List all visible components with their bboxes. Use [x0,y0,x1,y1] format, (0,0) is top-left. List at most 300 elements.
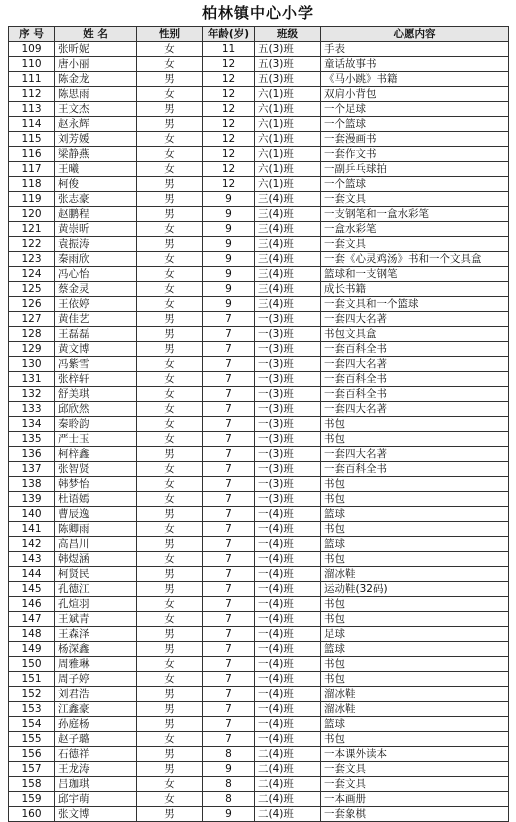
cell-age: 7 [203,657,255,672]
cell-name: 邱宇萌 [55,792,137,807]
cell-wish: 一本课外读本 [321,747,509,762]
cell-wish: 书包 [321,417,509,432]
cell-number: 119 [9,192,55,207]
cell-class: 六(1)班 [255,147,321,162]
header-name: 姓 名 [55,27,137,42]
cell-gender: 男 [137,207,203,222]
cell-gender: 男 [137,177,203,192]
cell-class: 一(4)班 [255,717,321,732]
table-row [9,717,509,732]
cell-wish: 双肩小背包 [321,87,509,102]
cell-age: 11 [203,42,255,57]
cell-name: 舒美琪 [55,387,137,402]
cell-age: 12 [203,132,255,147]
cell-age: 7 [203,537,255,552]
cell-class: 一(3)班 [255,372,321,387]
page-title: 柏林镇中心小学 [201,4,314,22]
cell-number: 123 [9,252,55,267]
cell-age: 7 [203,312,255,327]
cell-age: 7 [203,477,255,492]
cell-age: 8 [203,792,255,807]
cell-name: 王依婷 [55,297,137,312]
cell-gender: 男 [137,312,203,327]
header-class: 班级 [255,27,321,42]
cell-name: 冯心怡 [55,267,137,282]
table-row [9,687,509,702]
cell-class: 一(4)班 [255,687,321,702]
cell-age: 7 [203,342,255,357]
cell-name: 赵永辉 [55,117,137,132]
cell-class: 一(4)班 [255,627,321,642]
cell-name: 蔡金灵 [55,282,137,297]
cell-wish: 一套四大名著 [321,357,509,372]
cell-gender: 女 [137,357,203,372]
cell-age: 9 [203,207,255,222]
cell-age: 9 [203,297,255,312]
table-row [9,237,509,252]
cell-gender: 女 [137,417,203,432]
cell-class: 一(3)班 [255,342,321,357]
cell-gender: 女 [137,492,203,507]
table-row [9,807,509,822]
cell-gender: 女 [137,147,203,162]
cell-number: 151 [9,672,55,687]
cell-class: 三(4)班 [255,282,321,297]
cell-wish: 一个足球 [321,102,509,117]
cell-class: 六(1)班 [255,102,321,117]
cell-wish: 一个篮球 [321,177,509,192]
table-row [9,732,509,747]
table-row [9,612,509,627]
table-row [9,507,509,522]
cell-wish: 一套漫画书 [321,132,509,147]
table-row [9,417,509,432]
cell-wish: 书包 [321,477,509,492]
cell-wish: 书包 [321,612,509,627]
cell-wish: 书包 [321,432,509,447]
table-row [9,447,509,462]
cell-number: 138 [9,477,55,492]
cell-number: 153 [9,702,55,717]
cell-age: 7 [203,627,255,642]
cell-age: 7 [203,507,255,522]
cell-age: 12 [203,147,255,162]
table-row [9,777,509,792]
cell-wish: 书包 [321,672,509,687]
table-row [9,597,509,612]
cell-number: 121 [9,222,55,237]
table-row [9,642,509,657]
cell-class: 三(4)班 [255,237,321,252]
cell-gender: 女 [137,372,203,387]
cell-wish: 篮球 [321,537,509,552]
cell-age: 9 [203,192,255,207]
cell-gender: 男 [137,717,203,732]
cell-name: 唐小丽 [55,57,137,72]
cell-class: 一(3)班 [255,402,321,417]
cell-wish: 一副乒乓球拍 [321,162,509,177]
cell-name: 赵子璐 [55,732,137,747]
cell-class: 一(4)班 [255,582,321,597]
cell-name: 孙庭杨 [55,717,137,732]
cell-age: 7 [203,687,255,702]
cell-wish: 一支钢笔和一盒水彩笔 [321,207,509,222]
cell-age: 7 [203,717,255,732]
cell-gender: 女 [137,282,203,297]
cell-class: 六(1)班 [255,177,321,192]
cell-age: 8 [203,777,255,792]
cell-name: 刘芳媛 [55,132,137,147]
cell-name: 陈金龙 [55,72,137,87]
cell-wish: 足球 [321,627,509,642]
cell-class: 一(3)班 [255,417,321,432]
cell-wish: 一套作文书 [321,147,509,162]
cell-gender: 女 [137,462,203,477]
table-row [9,222,509,237]
table-row [9,147,509,162]
table-row [9,432,509,447]
table-row [9,177,509,192]
table-row [9,72,509,87]
cell-name: 张梓轩 [55,372,137,387]
cell-age: 7 [203,387,255,402]
table-row [9,87,509,102]
cell-class: 二(4)班 [255,747,321,762]
header-age: 年龄(岁) [203,27,255,42]
cell-name: 王斌青 [55,612,137,627]
cell-age: 7 [203,582,255,597]
cell-name: 冯紫雪 [55,357,137,372]
cell-class: 一(4)班 [255,567,321,582]
cell-wish: 一套百科全书 [321,372,509,387]
cell-name: 袁振涛 [55,237,137,252]
cell-class: 六(1)班 [255,132,321,147]
cell-number: 109 [9,42,55,57]
table-row [9,492,509,507]
cell-name: 周雅琳 [55,657,137,672]
table-row [9,42,509,57]
cell-name: 张智贤 [55,462,137,477]
cell-number: 156 [9,747,55,762]
cell-age: 7 [203,597,255,612]
cell-name: 杜语嫣 [55,492,137,507]
cell-class: 二(4)班 [255,762,321,777]
cell-number: 131 [9,372,55,387]
cell-age: 9 [203,267,255,282]
header-row [9,27,509,42]
cell-wish: 溜冰鞋 [321,687,509,702]
cell-number: 137 [9,462,55,477]
cell-gender: 女 [137,387,203,402]
cell-number: 146 [9,597,55,612]
table-row [9,387,509,402]
cell-number: 154 [9,717,55,732]
cell-class: 三(4)班 [255,252,321,267]
cell-class: 一(3)班 [255,477,321,492]
cell-age: 7 [203,567,255,582]
cell-number: 125 [9,282,55,297]
cell-number: 113 [9,102,55,117]
table-row [9,567,509,582]
cell-wish: 篮球 [321,507,509,522]
cell-class: 一(3)班 [255,492,321,507]
table-row [9,162,509,177]
cell-number: 148 [9,627,55,642]
table-row [9,297,509,312]
cell-number: 133 [9,402,55,417]
cell-number: 160 [9,807,55,822]
cell-wish: 手表 [321,42,509,57]
cell-number: 155 [9,732,55,747]
table-row [9,102,509,117]
cell-number: 128 [9,327,55,342]
cell-name: 秦聆韵 [55,417,137,432]
cell-gender: 女 [137,252,203,267]
cell-wish: 一套四大名著 [321,447,509,462]
cell-wish: 书包文具盒 [321,327,509,342]
cell-wish: 运动鞋(32码) [321,582,509,597]
cell-gender: 女 [137,402,203,417]
cell-age: 7 [203,642,255,657]
cell-age: 12 [203,72,255,87]
cell-class: 二(4)班 [255,792,321,807]
cell-age: 12 [203,102,255,117]
cell-gender: 女 [137,57,203,72]
cell-wish: 篮球 [321,642,509,657]
table-row [9,462,509,477]
table-row [9,372,509,387]
table-row [9,672,509,687]
cell-name: 韩煜涵 [55,552,137,567]
cell-number: 111 [9,72,55,87]
cell-gender: 女 [137,222,203,237]
cell-age: 12 [203,57,255,72]
cell-age: 7 [203,702,255,717]
cell-name: 陈卿雨 [55,522,137,537]
table-row [9,57,509,72]
cell-gender: 男 [137,447,203,462]
cell-wish: 成长书籍 [321,282,509,297]
cell-age: 9 [203,222,255,237]
table-row [9,192,509,207]
cell-wish: 一套象棋 [321,807,509,822]
cell-name: 王曦 [55,162,137,177]
cell-gender: 女 [137,792,203,807]
cell-number: 114 [9,117,55,132]
cell-class: 三(4)班 [255,267,321,282]
table-row [9,792,509,807]
table-row [9,402,509,417]
cell-age: 7 [203,612,255,627]
cell-wish: 一套《心灵鸡汤》书和一个文具盒 [321,252,509,267]
cell-number: 141 [9,522,55,537]
cell-wish: 一套四大名著 [321,402,509,417]
cell-wish: 一套文具 [321,762,509,777]
cell-age: 12 [203,87,255,102]
cell-name: 杨深鑫 [55,642,137,657]
cell-class: 一(4)班 [255,552,321,567]
cell-class: 一(4)班 [255,732,321,747]
cell-gender: 女 [137,477,203,492]
cell-gender: 男 [137,537,203,552]
cell-class: 六(1)班 [255,117,321,132]
cell-class: 六(1)班 [255,87,321,102]
cell-gender: 男 [137,582,203,597]
cell-class: 五(3)班 [255,42,321,57]
cell-age: 12 [203,117,255,132]
cell-wish: 一套文具和一个篮球 [321,297,509,312]
cell-number: 147 [9,612,55,627]
table-row [9,282,509,297]
header-number: 序 号 [9,27,55,42]
cell-class: 一(3)班 [255,462,321,477]
cell-age: 8 [203,747,255,762]
table-row [9,252,509,267]
cell-wish: 一套文具 [321,192,509,207]
cell-class: 一(3)班 [255,357,321,372]
cell-name: 黄崇昕 [55,222,137,237]
cell-gender: 女 [137,597,203,612]
cell-number: 142 [9,537,55,552]
cell-name: 王文杰 [55,102,137,117]
cell-wish: 一套文具 [321,237,509,252]
cell-class: 一(4)班 [255,672,321,687]
table-row [9,312,509,327]
cell-wish: 一套文具 [321,777,509,792]
header-wish: 心愿内容 [321,27,509,42]
cell-gender: 女 [137,87,203,102]
table-row [9,657,509,672]
cell-number: 157 [9,762,55,777]
cell-age: 7 [203,327,255,342]
cell-gender: 女 [137,657,203,672]
cell-class: 三(4)班 [255,222,321,237]
table-row [9,357,509,372]
cell-class: 一(3)班 [255,432,321,447]
cell-wish: 童话故事书 [321,57,509,72]
cell-name: 孔煊羽 [55,597,137,612]
cell-age: 9 [203,282,255,297]
cell-age: 7 [203,492,255,507]
cell-gender: 女 [137,162,203,177]
cell-name: 黄文博 [55,342,137,357]
cell-gender: 女 [137,732,203,747]
cell-age: 7 [203,447,255,462]
cell-gender: 女 [137,42,203,57]
cell-gender: 男 [137,762,203,777]
cell-number: 120 [9,207,55,222]
cell-age: 9 [203,237,255,252]
cell-number: 126 [9,297,55,312]
cell-name: 曹辰逸 [55,507,137,522]
cell-class: 三(4)班 [255,297,321,312]
cell-class: 一(3)班 [255,387,321,402]
cell-age: 7 [203,357,255,372]
table-row [9,762,509,777]
cell-number: 152 [9,687,55,702]
cell-wish: 一个篮球 [321,117,509,132]
cell-name: 黄佳艺 [55,312,137,327]
cell-class: 一(3)班 [255,447,321,462]
cell-gender: 男 [137,237,203,252]
cell-name: 江鑫豪 [55,702,137,717]
cell-number: 122 [9,237,55,252]
table-row [9,267,509,282]
cell-gender: 男 [137,102,203,117]
cell-age: 7 [203,732,255,747]
cell-class: 五(3)班 [255,57,321,72]
cell-gender: 男 [137,627,203,642]
cell-name: 张昕妮 [55,42,137,57]
cell-number: 149 [9,642,55,657]
cell-gender: 女 [137,522,203,537]
cell-name: 张志豪 [55,192,137,207]
cell-number: 134 [9,417,55,432]
cell-class: 三(4)班 [255,207,321,222]
cell-number: 132 [9,387,55,402]
cell-class: 一(4)班 [255,537,321,552]
cell-name: 韩梦怡 [55,477,137,492]
cell-wish: 一本画册 [321,792,509,807]
cell-number: 140 [9,507,55,522]
cell-number: 136 [9,447,55,462]
cell-gender: 女 [137,612,203,627]
cell-number: 112 [9,87,55,102]
cell-name: 陈思雨 [55,87,137,102]
cell-name: 石德祥 [55,747,137,762]
cell-class: 二(4)班 [255,807,321,822]
table-row [9,747,509,762]
cell-name: 严士玉 [55,432,137,447]
cell-wish: 一套四大名著 [321,312,509,327]
cell-class: 五(3)班 [255,72,321,87]
cell-class: 一(4)班 [255,612,321,627]
cell-number: 117 [9,162,55,177]
cell-gender: 男 [137,807,203,822]
table-row [9,477,509,492]
cell-gender: 女 [137,267,203,282]
table-row [9,327,509,342]
cell-age: 9 [203,762,255,777]
cell-name: 梁静燕 [55,147,137,162]
cell-name: 王龙涛 [55,762,137,777]
table-row [9,537,509,552]
cell-age: 7 [203,402,255,417]
cell-class: 二(4)班 [255,777,321,792]
cell-class: 一(4)班 [255,507,321,522]
cell-gender: 男 [137,327,203,342]
cell-gender: 女 [137,432,203,447]
table-row [9,132,509,147]
cell-class: 一(4)班 [255,597,321,612]
table-row [9,582,509,597]
cell-number: 116 [9,147,55,162]
cell-name: 柯贤民 [55,567,137,582]
cell-number: 110 [9,57,55,72]
cell-age: 7 [203,672,255,687]
cell-name: 柯俊 [55,177,137,192]
cell-class: 六(1)班 [255,162,321,177]
table-row [9,207,509,222]
cell-number: 139 [9,492,55,507]
cell-wish: 一套百科全书 [321,387,509,402]
cell-gender: 男 [137,642,203,657]
cell-wish: 书包 [321,597,509,612]
cell-number: 135 [9,432,55,447]
cell-wish: 一盒水彩笔 [321,222,509,237]
cell-name: 邱欣然 [55,402,137,417]
cell-number: 150 [9,657,55,672]
